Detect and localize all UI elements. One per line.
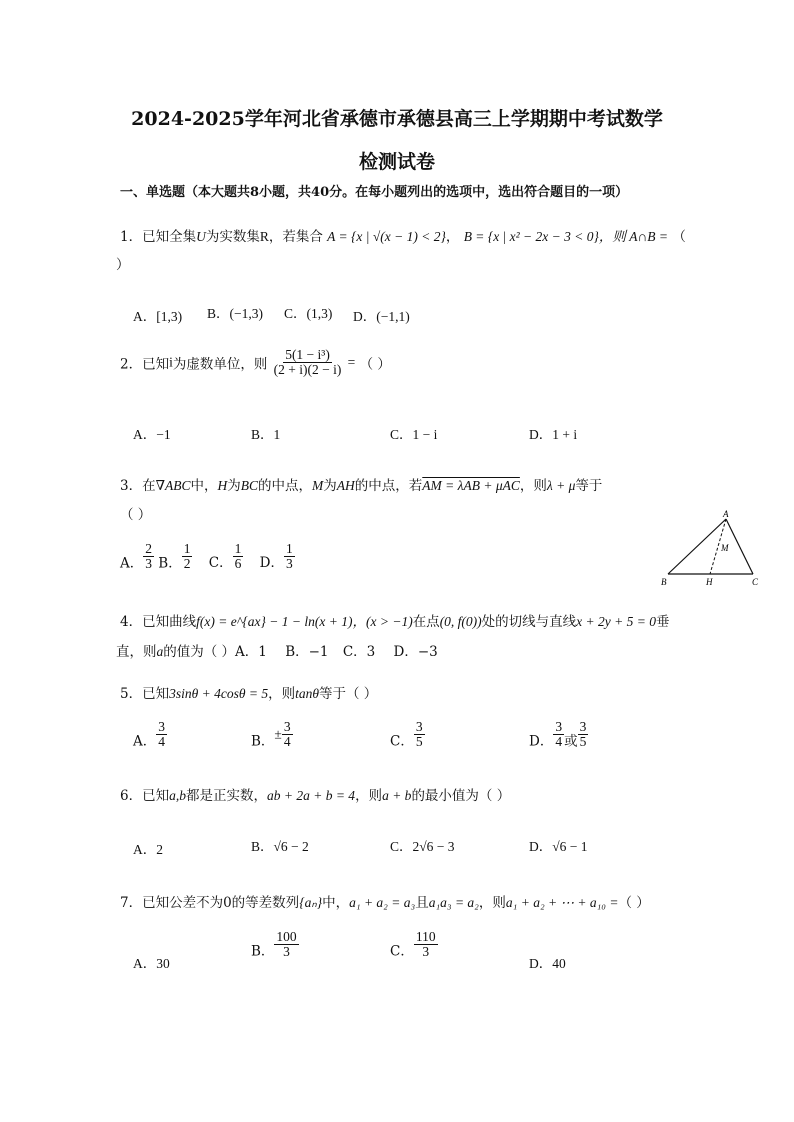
q2-option-c: C．1 − i [390, 427, 438, 442]
q1-option-d: D．(−1,1) [353, 309, 410, 324]
question-4 [120, 610, 670, 630]
q1-R: R [259, 229, 269, 244]
q1-U: U [196, 229, 206, 244]
q3-l1h: 等于 [575, 478, 603, 494]
q3-options [120, 542, 295, 571]
paper-title-line2: 检测试卷 [358, 151, 435, 173]
question-6 [120, 784, 510, 804]
q7-c-num: 110 [415, 929, 436, 944]
q5-mid: ，则 [268, 686, 296, 702]
q5-c-num: 3 [415, 719, 423, 734]
q3-option-a-frac [143, 542, 154, 571]
q6-option-a: A．2 [133, 842, 163, 857]
q5-option-a [133, 720, 167, 749]
q3-d-den: 3 [285, 556, 293, 572]
q4-option-d: D．−3 [393, 644, 438, 660]
q2-option-b: B．1 [251, 427, 281, 442]
q3-option-b-frac [182, 542, 193, 571]
question-5 [120, 682, 377, 702]
q7-b-frac [274, 930, 298, 959]
q6-option-b: B．√6 − 2 [251, 839, 309, 854]
question-7 [120, 891, 650, 911]
label-A: A [723, 509, 729, 519]
q3-b-den: 2 [183, 556, 191, 572]
q3-c-den: 6 [234, 556, 242, 572]
q5-b-pm: ± [274, 726, 282, 742]
q4-a: a [156, 644, 164, 659]
q5-ask: 等于（ ） [318, 686, 378, 702]
q5-d-label: D． [529, 733, 554, 750]
q5-c-frac [414, 720, 425, 749]
q7-mid1: 中， [322, 895, 350, 911]
q4-l1c: 处的切线与直线 [481, 614, 577, 630]
q2-fraction [272, 348, 344, 377]
q6-mid2: ，则 [355, 788, 383, 804]
q7-option-a [133, 952, 170, 972]
q7-c-frac [414, 930, 438, 959]
q3-h: H [217, 478, 228, 493]
q7-sum: a₁ + a₂ + ⋯ + a₁₀ = [505, 895, 619, 910]
q1-option-b: B．(−1,3) [207, 306, 263, 321]
q1-option-a: A．[1,3) [133, 309, 183, 324]
q7-prefix: 7．已知公差不为0的等差数列 [120, 895, 300, 911]
q3-vector-eq: AM = λAB + μAC [422, 478, 520, 493]
q5-c-den: 5 [415, 734, 423, 750]
question-2 [120, 348, 391, 377]
q5-a-num: 3 [158, 719, 165, 734]
label-H: H [706, 577, 713, 587]
q1-setB: B = {x | x² − 2x − 3 < 0} [463, 229, 599, 244]
q5-d-frac1 [553, 720, 564, 749]
q5-tan: tanθ [295, 686, 319, 701]
section-heading: 一、单选题（本大题共8小题，共40分。在每小题列出的选项中，选出符合题目的一项） [120, 185, 629, 200]
q6-option-d: D．√6 − 1 [529, 839, 588, 854]
q4-l2a: 直，则 [116, 644, 157, 660]
q2-equals: = [347, 354, 356, 370]
q5-d-den1: 4 [555, 734, 563, 750]
q3-abc: ABC [165, 478, 191, 493]
q7-mid3: ，则 [478, 895, 506, 911]
q1-paren-close: ） [116, 257, 130, 273]
q3-m: M [312, 478, 324, 493]
q3-option-b-label: B． [158, 555, 182, 572]
q6-ask: 的最小值为（ ） [411, 788, 511, 804]
q2-option-d: D．1 + i [529, 427, 578, 442]
q4-l2b: 的值为（ ）A．1 [163, 644, 267, 660]
q5-d-frac2 [578, 720, 589, 749]
q5-option-c [390, 720, 425, 749]
q4-cond: ，(x > −1) [352, 614, 413, 629]
q5-b-num: 3 [283, 719, 291, 734]
q3-l1c: 为 [227, 478, 241, 494]
q2-prefix: 2．已知 [120, 356, 170, 373]
question-4-line2 [116, 640, 438, 660]
q2-numerator: 5(1 − i³) [285, 347, 330, 362]
q5-d-num1: 3 [555, 719, 563, 734]
q3-l1a: 3．在∇ [120, 478, 166, 494]
q2-denominator: (2 + i)(2 − i) [273, 362, 342, 378]
q3-bc: BC [240, 478, 259, 493]
q3-c-num: 1 [234, 541, 242, 556]
q7-d-label: D． [529, 956, 553, 971]
q5-option-d [529, 720, 588, 749]
q7-a-text: 30 [156, 956, 170, 971]
q3-l1g: ，则 [519, 478, 547, 494]
q5-a-label: A． [133, 733, 157, 750]
q1-ask: ，则 A∩B = [598, 229, 669, 244]
q1-prefix: 1．已知全集 [120, 229, 197, 245]
q7-option-c [390, 930, 438, 959]
q1-comma: ， [445, 229, 460, 245]
q3-l1e: 为 [323, 478, 337, 494]
label-B: B [661, 577, 667, 587]
q1-mid1: 为实数集 [205, 229, 260, 245]
q6-prefix: 6．已知 [120, 788, 170, 804]
q3-a-den: 3 [145, 556, 152, 572]
edge-ab [668, 519, 726, 574]
q7-cond2: a₁a₃ = a₂ [428, 895, 479, 910]
q6-ab: a,b [169, 788, 186, 803]
q3-option-d-label: D． [259, 555, 284, 572]
q3-a-num: 2 [145, 541, 152, 556]
q7-seq: {aₙ} [299, 895, 323, 910]
q7-option-b [251, 930, 299, 959]
q3-ah: AH [336, 478, 355, 493]
q3-option-c-label: C． [208, 555, 233, 572]
q3-option-c-frac [233, 542, 244, 571]
q2-paren: （ ） [359, 356, 391, 373]
q7-cond1: a₁ + a₂ = a₃ [349, 895, 416, 910]
label-M: M [721, 543, 729, 553]
q7-paren: （ ） [618, 895, 650, 911]
q3-lambda-mu: λ + μ [546, 478, 576, 493]
q7-option-d [529, 952, 566, 972]
q6-mid1: 都是正实数， [185, 788, 267, 804]
q4-fx: f(x) = e^{ax} − 1 − ln(x + 1) [196, 614, 353, 629]
q1-setA: A = {x | √(x − 1) < 2} [327, 229, 446, 244]
q7-c-den: 3 [422, 944, 430, 960]
q6-eq: ab + 2a + b = 4 [266, 788, 356, 803]
q6-option-c: C．2√6 − 3 [390, 839, 455, 854]
question-1 [120, 225, 686, 245]
q4-option-c: C．3 [342, 644, 376, 660]
q3-option-a-label: A． [120, 555, 144, 572]
q1-paren-open: （ [672, 229, 686, 245]
label-C: C [752, 577, 759, 587]
q5-d-or: 或 [564, 733, 578, 750]
question-3 [120, 474, 602, 494]
q7-a-label: A． [133, 956, 157, 971]
q1-option-c: C．(1,3) [284, 306, 333, 321]
q7-b-label: B． [251, 943, 275, 960]
q4-point: (0, f(0)) [439, 614, 482, 629]
q7-d-text: 40 [552, 956, 566, 971]
q3-l1d: 的中点， [258, 478, 313, 494]
q3-option-d-frac [284, 542, 295, 571]
edge-ac [726, 519, 753, 574]
q2-option-a: A．−1 [133, 427, 171, 442]
q5-prefix: 5．已知 [120, 686, 170, 702]
q5-c-label: C． [390, 733, 414, 750]
q5-a-den: 4 [158, 734, 165, 750]
q4-l1d: 垂 [656, 614, 670, 630]
q7-b-den: 3 [283, 944, 290, 960]
q4-l1b: 在点 [412, 614, 440, 630]
q4-line: x + 2y + 5 = 0 [576, 614, 656, 629]
q2-mid: 为虚数单位，则 [172, 356, 268, 373]
q5-b-label: B． [251, 733, 275, 750]
q7-mid2: 且 [415, 895, 429, 911]
q3-paren: （ ） [120, 507, 152, 523]
q3-l1f: 的中点，若 [354, 478, 423, 494]
q7-c-label: C． [390, 943, 414, 960]
q1-mid2: ，若集合 [268, 229, 323, 245]
q5-b-frac [282, 720, 293, 749]
q3-b-num: 1 [183, 541, 191, 556]
q6-sum: a + b [382, 788, 412, 803]
q3-l1b: 中， [190, 478, 218, 494]
q4-l1a: 4．已知曲线 [120, 614, 197, 630]
q5-option-b [251, 720, 293, 749]
q5-b-den: 4 [283, 734, 291, 750]
q5-expr: 3sinθ + 4cosθ = 5 [169, 686, 269, 701]
q2-i: i [169, 354, 173, 370]
paper-title-line1: 2024-2025学年河北省承德市承德县高三上学期期中考试数学 [131, 108, 663, 130]
q7-b-num: 100 [276, 929, 297, 944]
q5-d-den2: 5 [579, 734, 587, 750]
q3-d-num: 1 [285, 541, 293, 556]
q4-option-b: B．−1 [285, 644, 329, 660]
triangle-figure [655, 508, 765, 590]
q5-d-num2: 3 [579, 719, 587, 734]
q5-a-frac [156, 720, 167, 749]
